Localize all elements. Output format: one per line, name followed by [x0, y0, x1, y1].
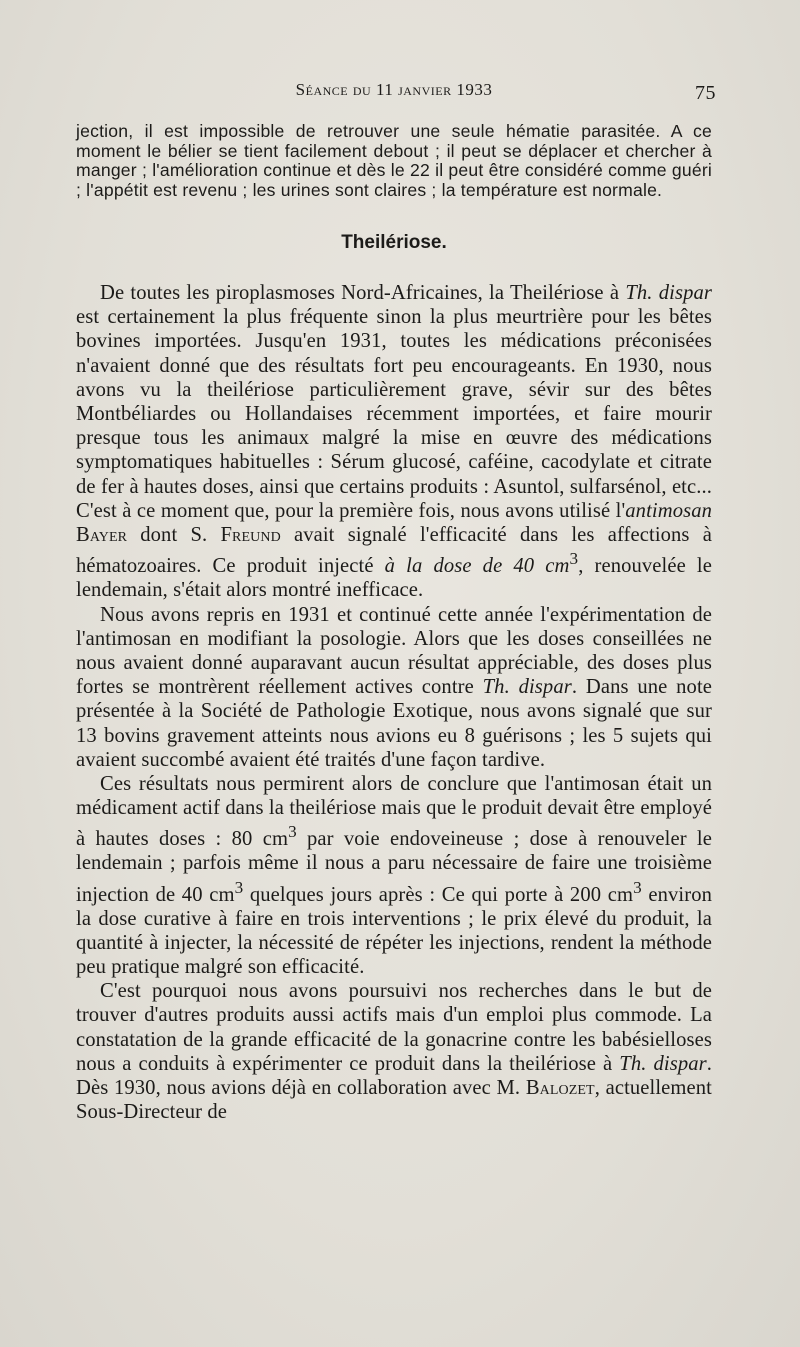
- body-paragraph-4: [76, 979, 712, 1124]
- page-number: 75: [695, 82, 716, 104]
- text-run: . Dans une note présentée à la Société de Pathologie Exotique, nous avons signalé que sur 13 bovins gravement atteints nous avions eu 8 guérisons ; les 5 sujets qui avaient succombé avaient été traités d'une façon tardive.: [76, 676, 713, 771]
- italic-text: antimosan: [625, 499, 712, 522]
- superscript: 3: [569, 549, 579, 569]
- italic-text: Th. dispar: [619, 1052, 707, 1075]
- running-head-title: Séance du 11 janvier 1933: [295, 80, 493, 99]
- text-run: Nous avons repris en 1931 et continué cette année l'expérimentation de l'antimosan en modifiant la posologie. Alors que les doses conseillées ne nous avaient donné auparavant aucun résultat appréciable, des doses plus fortes se montrèrent réellement actives contre: [76, 603, 712, 699]
- section-title: Theilériose.: [341, 232, 447, 253]
- text-run: quelques jours après : Ce qui porte à 200 cm: [243, 883, 634, 906]
- body-paragraph-3: [76, 772, 712, 979]
- text-run: , actuellement Sous-Directeur de: [76, 1077, 712, 1124]
- smallcaps-text: Balozet: [525, 1077, 595, 1100]
- text-run: , renouvelée le lendemain, s'était alors montré inefficace.: [76, 555, 712, 602]
- body-paragraph-1: [76, 281, 712, 603]
- superscript: 3: [288, 822, 297, 842]
- text-run: . Dès 1930, nous avions déjà en collaboration avec M.: [76, 1052, 712, 1100]
- italic-text: Th. dispar: [625, 282, 712, 304]
- text-run: dont S.: [127, 524, 221, 547]
- text-run: avait signalé l'efficacité dans les affections à hématozoaires. Ce produit injecté: [76, 524, 712, 578]
- running-head: [76, 74, 716, 114]
- superscript: 3: [234, 877, 244, 897]
- body-paragraph-2: [76, 603, 712, 772]
- smallcaps-text: Freund: [220, 524, 281, 547]
- text-run: C'est pourquoi nous avons poursuivi nos recherches dans le but de trouver d'autres produits aussi actifs mais d'un emploi plus commode. La constatation de la grande efficacité de la gonacrine contre les babésielloses nous a conduits à expérimenter ce produit dans la theilériose à: [76, 980, 712, 1075]
- text-run: Ces résultats nous permirent alors de conclure que l'antimosan était un médicament actif dans la theilériose mais que le produit devait être employé à hautes doses : 80 cm: [76, 772, 712, 851]
- italic-text: Th. dispar: [482, 676, 572, 699]
- text-run: par voie endoveineuse ; dose à renouveler le lendemain ; parfois même il nous a paru nécessaire de faire une troisième injection de 40 cm: [76, 828, 712, 906]
- intro-paragraph: jection, il est impossible de retrouver une seule hématie parasitée. A ce moment le bélier se tient facilement debout ; il peut se déplacer et chercher à manger ; l'amélioration continue et dès le 22 il peut être considéré comme guéri ; l'appétit est revenu ; les urines sont claires ; la température est normale.: [76, 121, 712, 200]
- text-run: De toutes les piroplasmoses Nord-Africaines, la Theilériose à: [100, 282, 626, 304]
- smallcaps-text: Bayer: [76, 524, 128, 547]
- italic-text: à la dose de 40 cm: [384, 555, 570, 578]
- text-run: environ la dose curative à faire en trois interventions ; le prix élevé du produit, la quantité à injecter, la nécessité de répéter les injections, rendent la méthode peu pratique malgré son efficacité.: [76, 883, 712, 979]
- superscript: 3: [633, 877, 642, 897]
- text-run: est certainement la plus fréquente sinon la plus meurtrière pour les bêtes bovines importées. Jusqu'en 1931, toutes les médications préconisées n'avaient donné que des résultats fort peu encourageants. En 1930, nous avons vu la theilériose particulièrement grave, sévir sur des bêtes Montbéliardes ou Hollandaises récemment importées, et faire mourir presque tous les animaux malgré la mise en œuvre des médications symptomatiques habituelles : Sérum glucosé, caféine, cacodylate et citrate de fer à hautes doses, ainsi que certains produits : Asuntol, sulfarsénol, etc... C'est à ce moment que, pour la première fois, nous avons utilisé l': [76, 306, 712, 522]
